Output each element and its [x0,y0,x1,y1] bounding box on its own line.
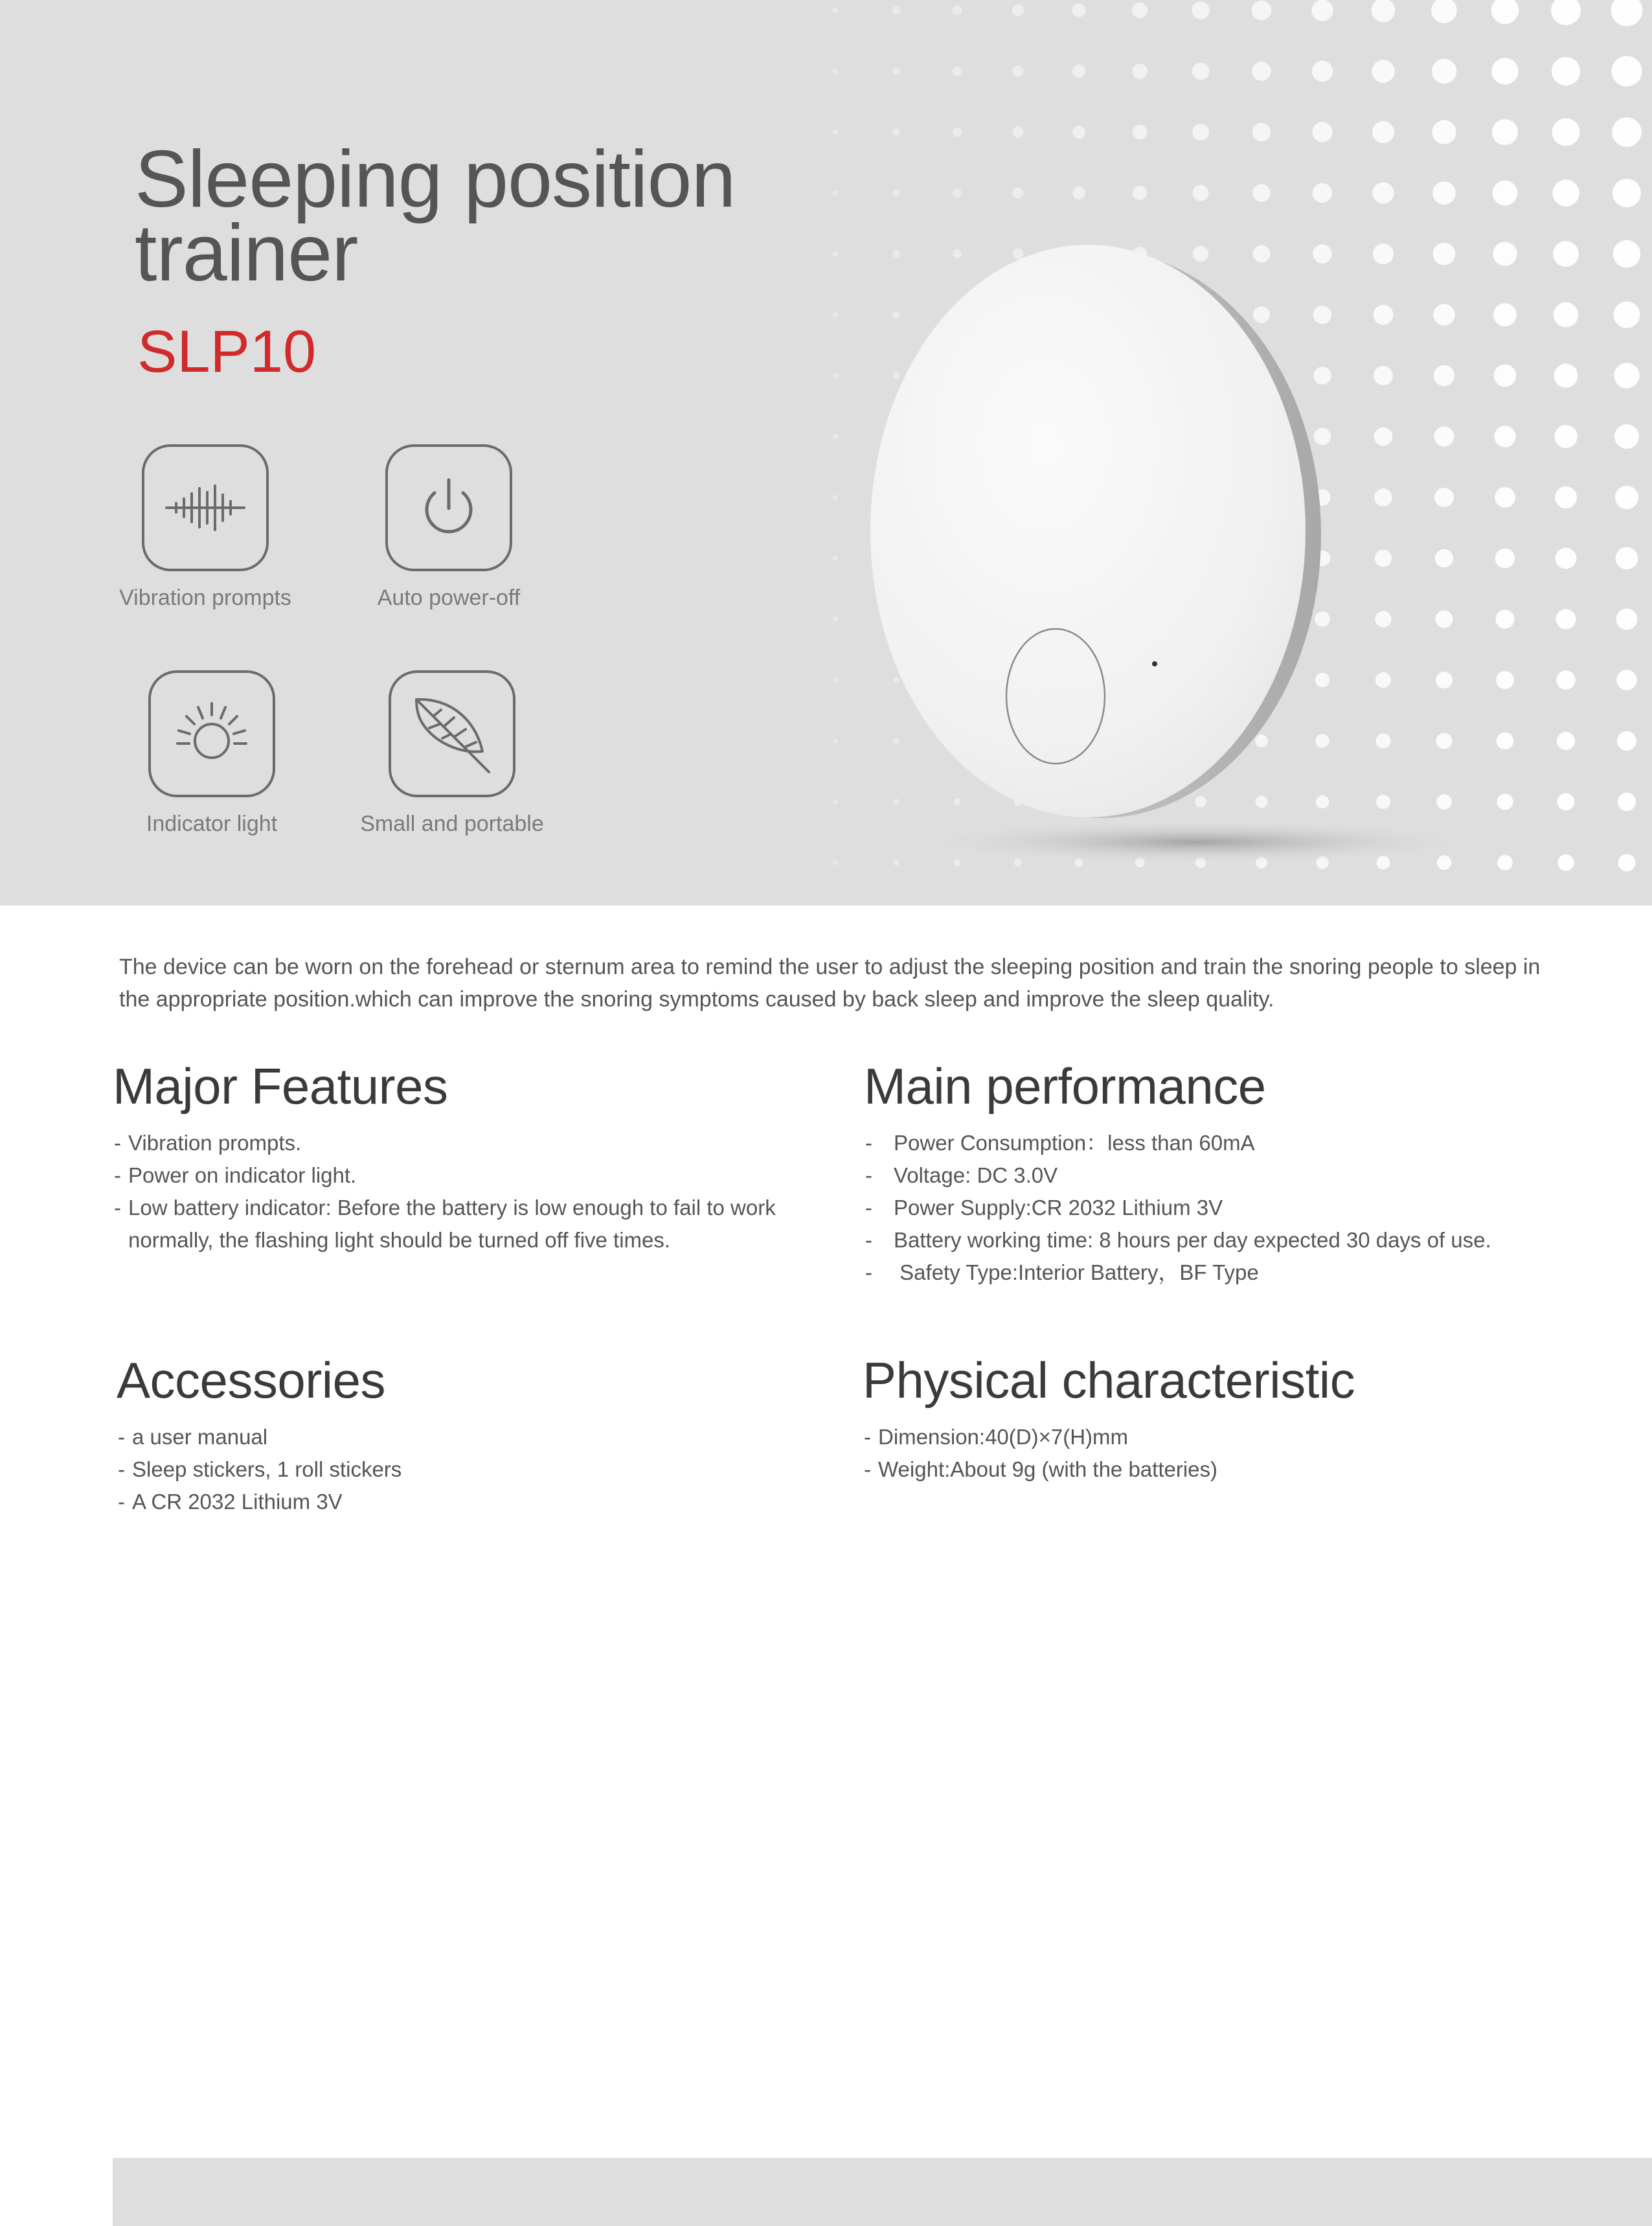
decor-dot [1618,854,1636,872]
decor-dot [1614,363,1639,388]
decor-dot [1612,179,1641,207]
decor-dot [1252,1,1271,20]
decor-dot [833,8,839,14]
section-heading: Major Features [113,1058,448,1115]
list-item: - Sleep stickers, 1 roll stickers [117,1453,816,1486]
feature-label: Auto power-off [377,585,521,610]
sun-light-icon [148,670,275,797]
list-item: - Weight:About 9g (with the batteries) [863,1453,1607,1486]
vibration-wave-icon [142,444,269,571]
decor-dot [1072,3,1085,17]
decor-dot [1312,122,1332,142]
feature-label: Vibration prompts [119,585,291,610]
decor-dot [1552,57,1580,85]
decor-dot [1072,126,1085,139]
feature-indicator-light [89,670,335,837]
accessories-section [117,1351,816,1518]
decor-dot [1132,63,1148,79]
decor-dot [1493,181,1518,206]
list-item: - Battery working time: 8 hours per day expected 30 days of use. [864,1224,1609,1256]
decor-dot [1193,185,1209,201]
major-features-section [113,1057,812,1256]
decor-dot [1192,124,1209,141]
decor-dot [1432,59,1456,84]
decor-dot [1012,5,1024,16]
decor-dot [953,128,962,137]
list-item: - Power Supply:CR 2032 Lithium 3V [864,1192,1609,1224]
decor-dot [1615,486,1638,509]
list-item: - A CR 2032 Lithium 3V [117,1486,816,1518]
decor-dot [1611,56,1642,86]
list-item: - Dimension:40(D)×7(H)mm [863,1421,1607,1453]
list-item: - Power on indicator light. [113,1159,812,1192]
hero-banner [0,0,1652,905]
decor-dot [1252,123,1271,142]
decor-dot [1132,3,1148,18]
decor-dot [1613,240,1640,267]
product-title: Sleeping position trainer [135,135,736,298]
list-item: - Safety Type:Interior Battery，BF Type [864,1256,1609,1289]
decor-dot [1492,119,1518,145]
decor-dot [1192,63,1210,80]
power-icon [385,444,512,571]
list-item: - Power Consumption：less than 60mA [864,1127,1609,1159]
decor-dot [1616,547,1638,570]
decor-dot [953,188,962,198]
decor-dot [1372,182,1394,203]
decor-dot [892,67,900,75]
section-heading: Main performance [864,1058,1266,1115]
decor-dot [953,6,962,16]
list-item: - Vibration prompts. [113,1127,812,1159]
decor-dot [1551,0,1581,25]
decor-dot [1552,179,1579,206]
decor-dot [1252,184,1271,202]
decor-dot [1432,120,1456,144]
decor-dot [1072,187,1085,199]
decor-dot [1312,61,1333,82]
decor-dot [1616,670,1637,690]
decor-dot [1431,0,1457,23]
decor-dot [1313,183,1332,203]
decor-dot [1372,60,1394,82]
decor-dot [1432,181,1456,205]
decor-dot [1012,126,1023,137]
decor-dot [1611,0,1643,26]
physical-characteristic-section [863,1351,1607,1486]
decor-dot [1133,125,1148,140]
product-description: The device can be worn on the forehead or sternum area to remind the user to adjust the sleeping position and train the snoring people to sleep in the appropriate position.which can improve the snoring symptoms caused by back sleep and improve the sleep quality. [119,955,1541,1012]
decor-dot [1616,609,1638,630]
decor-dot [1618,793,1636,811]
decor-dot [833,69,839,74]
decor-dot [892,6,900,14]
decor-dot [1491,58,1518,84]
list-item: - Voltage: DC 3.0V [864,1159,1609,1192]
decor-dot [1311,0,1333,21]
feature-small-portable [329,670,575,837]
decor-dot [833,130,839,135]
decor-dot [1612,117,1642,147]
decor-dot [1252,62,1271,80]
decor-dot [1614,424,1639,449]
feature-label: Small and portable [360,812,544,836]
decor-dot [1072,65,1086,78]
device-indicator-dot [1152,661,1157,666]
decor-dot [953,67,962,76]
decor-dot [1372,0,1396,22]
footer-bar [113,2158,1652,2226]
feature-label: Indicator light [146,812,278,836]
main-performance-section [864,1057,1609,1289]
feather-icon [389,670,515,797]
product-model: SLP10 [137,319,317,385]
decor-dot [1552,119,1580,146]
decor-dot [1133,186,1147,200]
decor-dot [1012,65,1024,77]
feature-vibration [82,444,328,611]
decor-dot [1614,302,1640,328]
decor-dot [1617,731,1636,751]
decor-dot [1491,0,1519,24]
decor-dot [892,128,900,136]
decor-dot [1372,121,1394,143]
feature-auto-power-off [326,444,572,611]
list-item: - a user manual [117,1421,816,1453]
list-item: - Low battery indicator: Before the battery is low enough to fail to work normally, the flashing light should be turned off five times. [113,1192,776,1256]
decor-dot [1192,1,1209,19]
section-heading: Accessories [117,1352,385,1409]
decor-dot [892,189,900,196]
device-product-image [835,240,1580,874]
section-heading: Physical characteristic [863,1352,1355,1409]
decor-dot [1013,188,1024,199]
